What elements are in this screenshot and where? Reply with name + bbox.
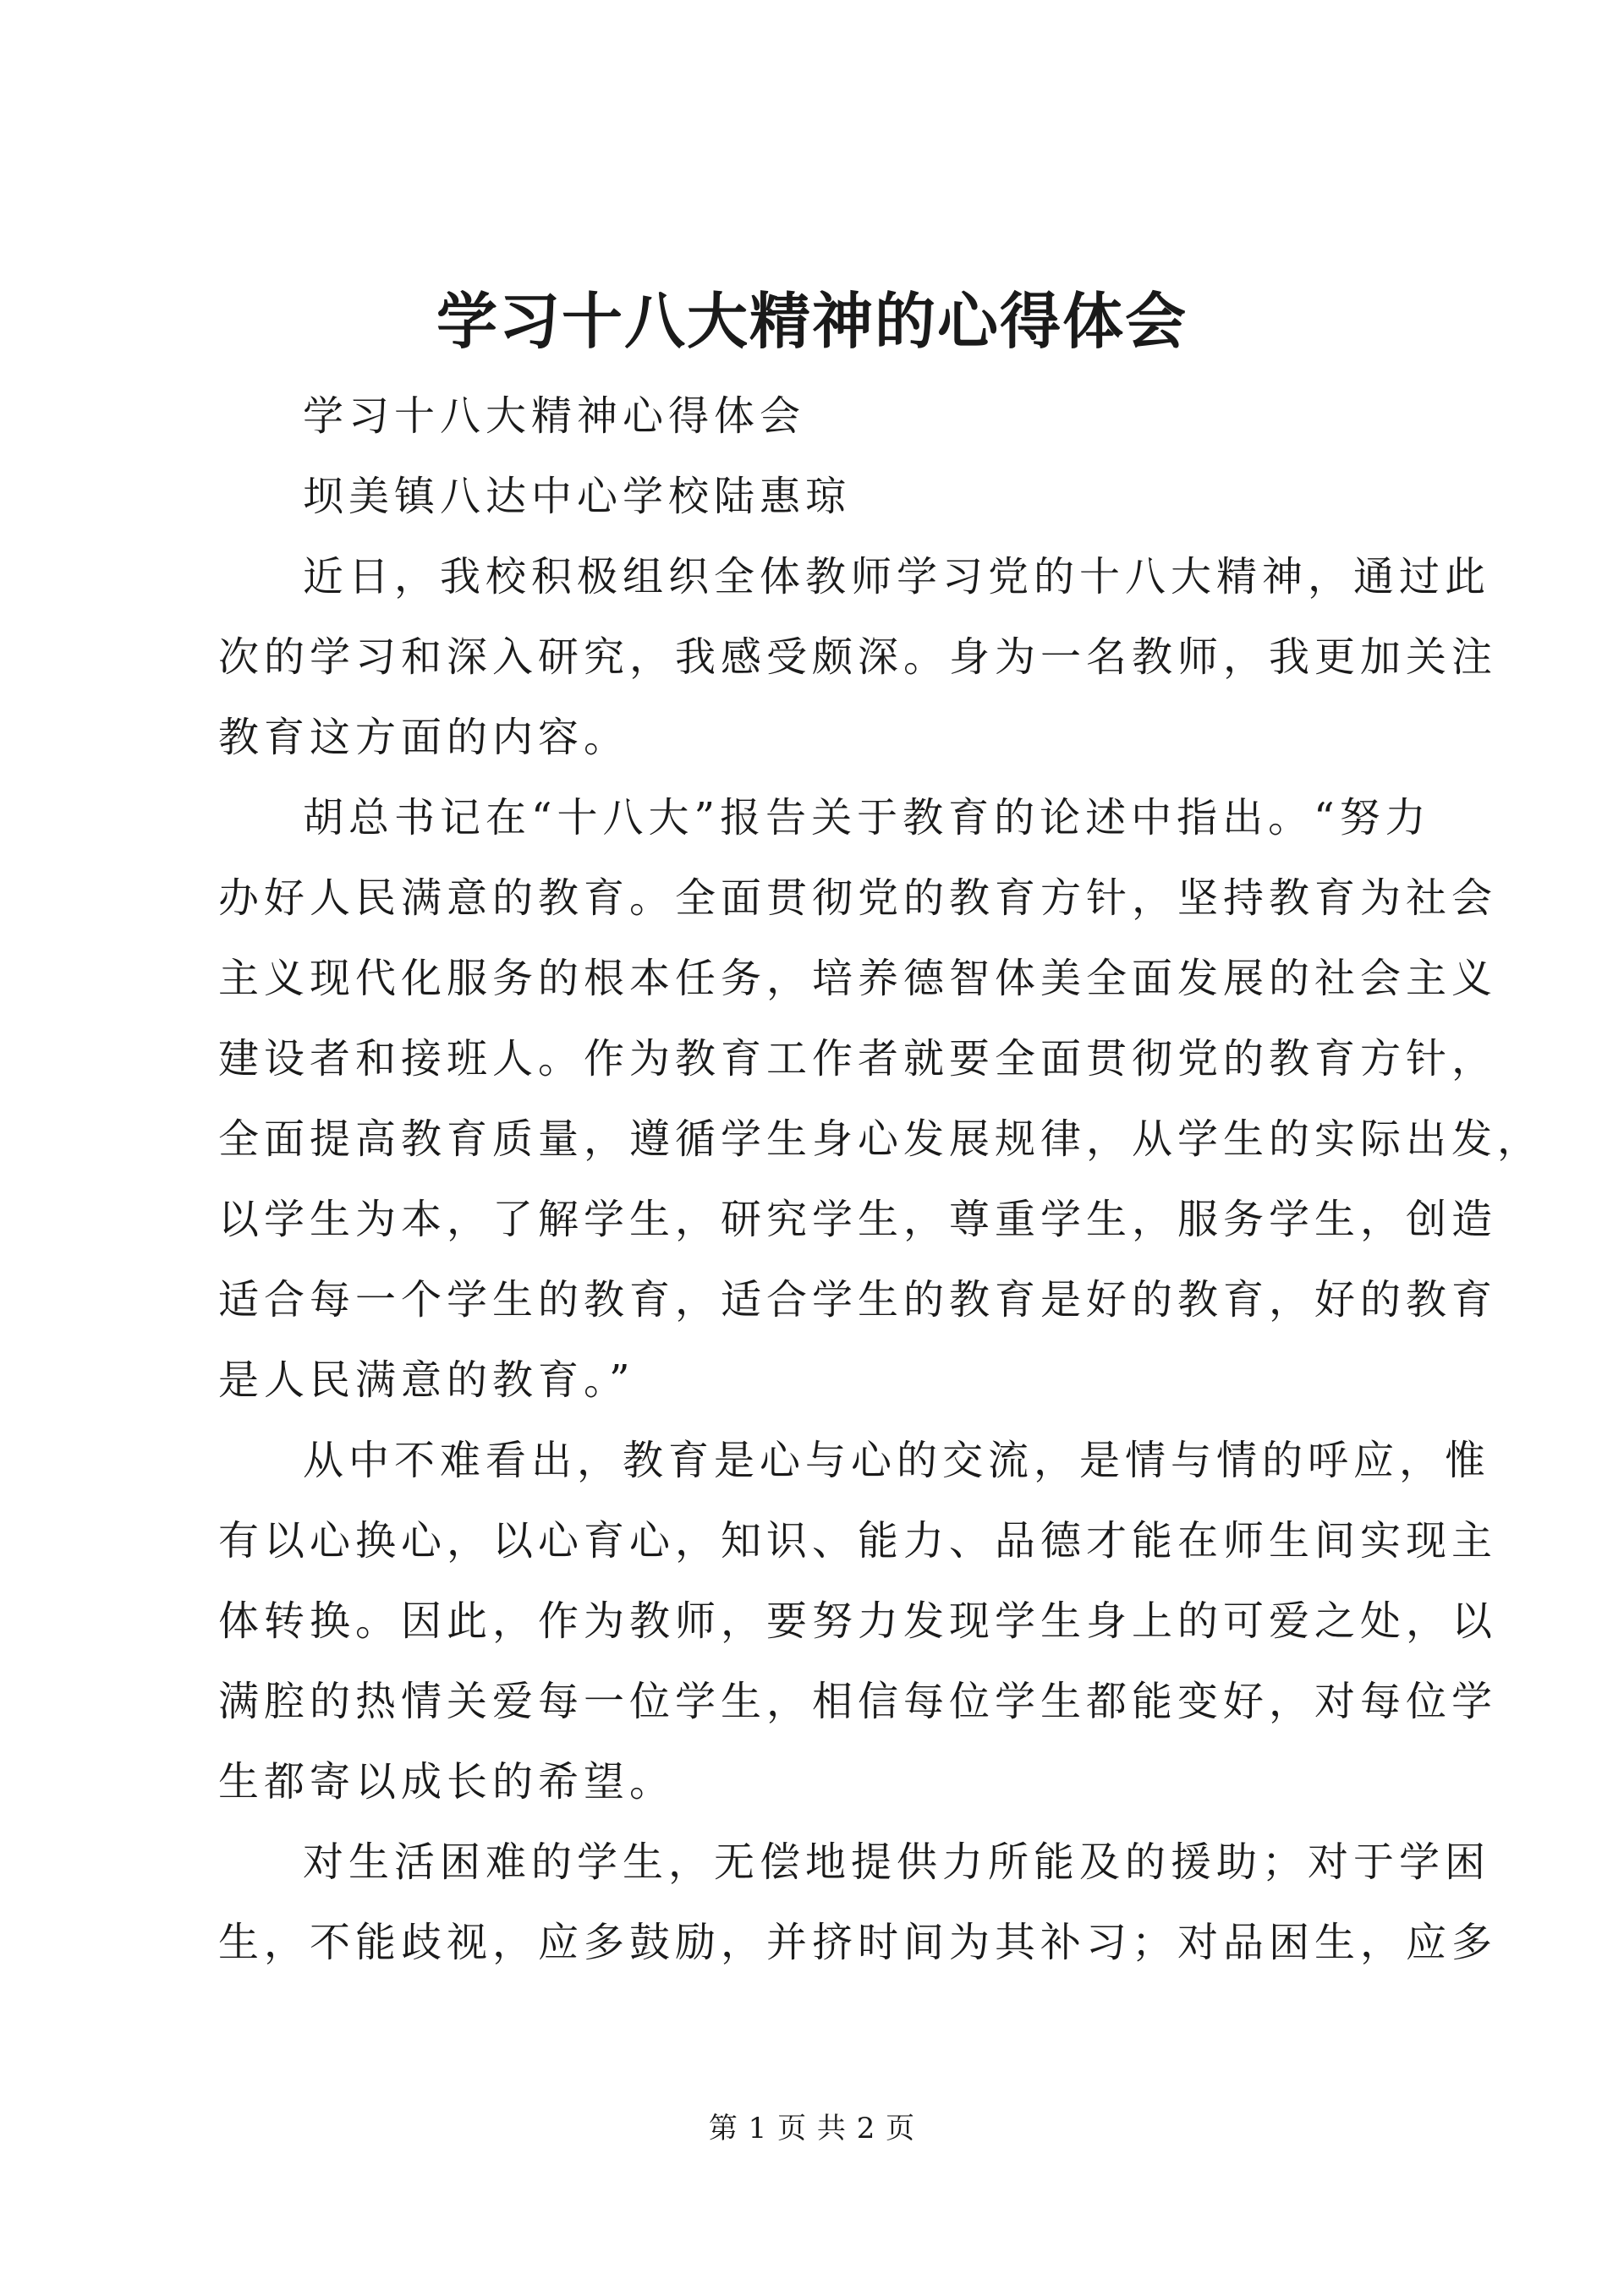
paragraph-line: 从中不难看出，教育是心与心的交流，是情与情的呼应，惟 (303, 1437, 1491, 1484)
paragraph-line: 教育这方面的内容。 (218, 714, 630, 761)
paragraph-line: 对生活困难的学生，无偿地提供力所能及的援助；对于学困 (303, 1838, 1491, 1886)
paragraph-line: 是人民满意的教育。” (218, 1356, 635, 1404)
paragraph-line: 有以心换心，以心育心，知识、能力、品德才能在师生间实现主 (218, 1517, 1498, 1564)
paragraph-1 (218, 537, 1498, 778)
paragraph-line: 办好人民满意的教育。全面贯彻党的教育方针，坚持教育为社会 (218, 874, 1498, 922)
paragraph-line: 胡总书记在“十八大”报告关于教育的论述中指出。“努力 (303, 794, 1431, 841)
paragraph-line: 次的学习和深入研究，我感受颇深。身为一名教师，我更加关注 (218, 633, 1498, 681)
paragraph-line: 主义现代化服务的根本任务，培养德智体美全面发展的社会主义 (218, 955, 1498, 1002)
page-footer: 第 1 页 共 2 页 (708, 2112, 916, 2145)
document-body (218, 376, 1544, 1983)
paragraph-line: 近日，我校积极组织全体教师学习党的十八大精神，通过此 (303, 553, 1491, 600)
paragraph-4 (218, 1822, 1498, 1983)
paragraph-3 (218, 1421, 1498, 1822)
paragraph-line: 适合每一个学生的教育，适合学生的教育是好的教育，好的教育 (218, 1276, 1498, 1323)
paragraph-line: 满腔的热情关爱每一位学生，相信每位学生都能变好，对每位学 (218, 1678, 1498, 1725)
document-title: 学习十八大精神的心得体会 (436, 285, 1188, 357)
paragraph-line: 体转换。因此，作为教师，要努力发现学生身上的可爱之处，以 (218, 1597, 1498, 1645)
paragraph-line: 以学生为本，了解学生，研究学生，尊重学生，服务学生，创造 (218, 1196, 1498, 1243)
paragraph-line: 建设者和接班人。作为教育工作者就要全面贯彻党的教育方针， (218, 1035, 1498, 1082)
subtitle-line: 学习十八大精神心得体会 (303, 392, 806, 440)
paragraph-line: 生都寄以成长的希望。 (218, 1758, 676, 1806)
author-line: 坝美镇八达中心学校陆惠琼 (303, 473, 852, 520)
paragraph-line: 全面提高教育质量，遵循学生身心发展规律，从学生的实际出发， (218, 1115, 1544, 1163)
paragraph-2 (218, 778, 1544, 1421)
paragraph-line: 生，不能歧视，应多鼓励，并挤时间为其补习；对品困生，应多 (218, 1919, 1498, 1966)
